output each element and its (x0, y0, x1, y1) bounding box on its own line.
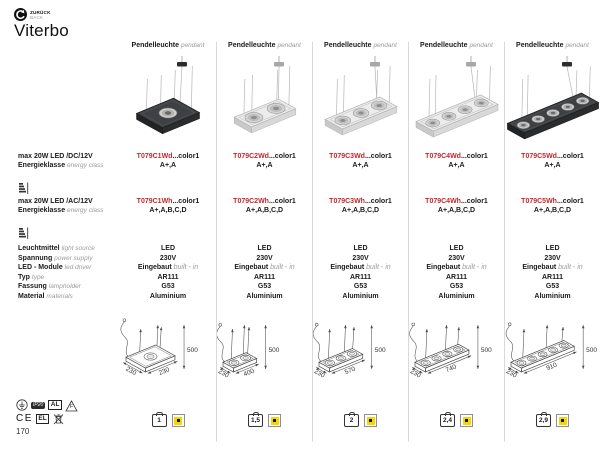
product-code-dc: T079C1Wd...color1 (136, 153, 200, 160)
product-code-dc: T079C3Wd...color1 (329, 153, 392, 160)
energy-class-ac: A+,A,B,C,D (437, 207, 476, 214)
spec-values (409, 244, 504, 302)
dimension-drawing (505, 316, 600, 400)
spec-material: Aluminium (342, 292, 379, 300)
weight-badge: 1 (152, 414, 167, 427)
energy-class-ac: A+,A,B,C,D (533, 207, 572, 214)
svg-text:400: 400 (242, 367, 256, 379)
energy-label-icon (19, 227, 29, 240)
spec-label-row: Typ type (18, 273, 45, 281)
product-image (409, 53, 505, 149)
beam-symbol-icon (364, 414, 377, 427)
spec-led-module: Eingebaut built - in (426, 264, 487, 272)
dc-code-block (505, 152, 600, 170)
spec-material: Aluminium (149, 292, 187, 300)
svg-text:500: 500 (374, 347, 386, 354)
spec-voltage: 230V (159, 254, 177, 262)
energy-class-dc: A+,A (256, 162, 273, 169)
spec-led-module: Eingebaut built - in (330, 264, 391, 272)
page-number: 170 (16, 427, 30, 436)
back-arrow-icon (14, 8, 27, 21)
spec-label-row: Material materials (18, 292, 73, 300)
ac-code-block (217, 197, 312, 215)
weee-bin-icon (52, 412, 65, 425)
beam-symbol-icon (268, 414, 281, 427)
column-header: Pendelleuchte pendant (228, 42, 301, 49)
spec-values (505, 244, 600, 302)
spec-lampholder: G53 (257, 283, 272, 291)
dimension-drawing (313, 316, 409, 400)
ground-class-icon (16, 399, 28, 411)
svg-text:500: 500 (268, 347, 280, 354)
weight-row (505, 414, 600, 427)
spec-label-row: Leuchtmittel light source (18, 245, 95, 252)
dc-code-block (120, 152, 216, 170)
product-code-ac: T079C4Wh...color1 (425, 198, 488, 205)
dc-rating-title: max 20W LED /DC/12V (18, 153, 93, 160)
spec-voltage: 230V (256, 254, 273, 262)
product-code-dc: T079C5Wd...color1 (521, 153, 584, 160)
column-header: Pendelleuchte pendant (131, 42, 205, 49)
dimension-drawing (217, 316, 313, 400)
spec-label-row: Fassung lampholder (18, 283, 81, 291)
f-mark-icon: F (65, 399, 78, 411)
product-column (312, 42, 408, 442)
svg-text:500: 500 (586, 347, 598, 354)
energy-class-dc: A+,A (448, 162, 465, 169)
svg-text:740: 740 (444, 363, 458, 375)
product-code-dc: T079C2Wd...color1 (233, 153, 296, 160)
dc-code-block (217, 152, 312, 170)
certification-footer (16, 399, 78, 436)
spec-labels (18, 244, 95, 302)
spec-light-source: LED (353, 245, 368, 252)
dc-energy-class-label: Energieklasse energy class (18, 162, 104, 169)
ac-rating-label (18, 197, 118, 215)
spec-material: Aluminium (246, 292, 283, 300)
product-code-ac: T079C3Wh...color1 (329, 198, 392, 205)
dimension-drawing (120, 316, 216, 400)
svg-text:230: 230 (505, 368, 518, 380)
spec-label-row: LED - Module led driver (18, 264, 92, 272)
spec-values (313, 244, 408, 302)
weight-row (120, 414, 216, 427)
product-code-ac: T079C5Wh...color1 (521, 198, 584, 205)
spec-lampholder: G53 (161, 283, 175, 291)
spec-light-source: LED (257, 245, 272, 252)
el-badge: EL (36, 414, 49, 424)
spec-type: AR111 (541, 273, 564, 281)
back-label-de: ZURÜCK (30, 9, 51, 15)
product-column (216, 42, 312, 442)
ac-code-block (120, 197, 216, 215)
product-column (120, 42, 216, 442)
weight-row (409, 414, 504, 427)
column-header: Pendelleuchte pendant (324, 42, 397, 49)
weight-badge: 2,4 (440, 414, 455, 427)
back-button[interactable] (14, 8, 51, 21)
svg-text:230: 230 (217, 368, 230, 380)
weight-row (313, 414, 408, 427)
spec-label-row: Spannung power supply (18, 254, 93, 262)
beam-symbol-icon (556, 414, 569, 427)
spec-type: AR111 (253, 273, 276, 281)
spec-lampholder: G53 (449, 283, 464, 291)
spec-lampholder: G53 (545, 283, 560, 291)
dc-rating-label (18, 152, 118, 170)
weight-badge: 2 (344, 414, 359, 427)
spec-led-module: Eingebaut built - in (137, 264, 199, 272)
spec-material: Aluminium (534, 292, 571, 300)
spec-voltage: 230V (544, 254, 561, 262)
spec-light-source: LED (161, 245, 175, 252)
spec-type: AR111 (349, 273, 372, 281)
ip-rating-badge: IP20 (33, 401, 44, 408)
energy-class-ac: A+,A,B,C,D (341, 207, 380, 214)
product-code-ac: T079C1Wh...color1 (136, 198, 200, 205)
spec-type: AR111 (445, 273, 468, 281)
weight-badge: 1,5 (248, 414, 263, 427)
energy-class-dc: A+,A (159, 162, 177, 169)
svg-text:230: 230 (124, 365, 138, 378)
product-image (505, 53, 600, 149)
product-image (120, 53, 216, 149)
product-code-ac: T079C2Wh...color1 (233, 198, 296, 205)
ac-energy-class-label: Energieklasse energy class (18, 207, 104, 214)
spec-values (217, 244, 312, 302)
beam-symbol-icon (172, 414, 185, 427)
svg-text:230: 230 (313, 368, 326, 380)
energy-label-icon (19, 182, 29, 195)
energy-class-ac: A+,A,B,C,D (245, 207, 284, 214)
product-columns (120, 42, 600, 442)
svg-text:500: 500 (187, 347, 198, 354)
spec-voltage: 230V (448, 254, 465, 262)
column-header: Pendelleuchte pendant (420, 42, 493, 49)
page-title: Viterbo (14, 21, 69, 40)
ac-code-block (313, 197, 408, 215)
weight-row (217, 414, 312, 427)
spec-light-source: LED (545, 245, 560, 252)
product-image (217, 53, 313, 149)
ac-rating-title: max 20W LED /AC/12V (18, 198, 93, 205)
spec-values (120, 244, 216, 302)
energy-class-dc: A+,A (544, 162, 561, 169)
ac-code-block (505, 197, 600, 215)
svg-text:500: 500 (480, 347, 492, 354)
product-column (504, 42, 600, 442)
weight-badge: 2,9 (536, 414, 551, 427)
back-label-en: BACK (30, 14, 44, 20)
svg-text:910: 910 (545, 361, 559, 373)
spec-lampholder: G53 (353, 283, 368, 291)
dc-code-block (313, 152, 408, 170)
spec-voltage: 230V (352, 254, 369, 262)
beam-symbol-icon (460, 414, 473, 427)
dc-code-block (409, 152, 504, 170)
spec-led-module: Eingebaut built - in (234, 264, 295, 272)
product-image (313, 53, 409, 149)
svg-text:230: 230 (157, 366, 171, 377)
ce-mark: CE (16, 413, 33, 424)
energy-class-ac: A+,A,B,C,D (149, 207, 187, 214)
column-header: Pendelleuchte pendant (516, 42, 589, 49)
dimension-drawing (409, 316, 505, 400)
product-column (408, 42, 504, 442)
spec-type: AR111 (157, 273, 179, 281)
svg-text:570: 570 (343, 365, 357, 377)
energy-class-dc: A+,A (352, 162, 369, 169)
spec-material: Aluminium (438, 292, 475, 300)
spec-led-module: Eingebaut built - in (522, 264, 583, 272)
spec-light-source: LED (449, 245, 464, 252)
ac-code-block (409, 197, 504, 215)
al-badge: AL (48, 400, 62, 410)
product-code-dc: T079C4Wd...color1 (425, 153, 488, 160)
svg-text:230: 230 (409, 368, 422, 380)
